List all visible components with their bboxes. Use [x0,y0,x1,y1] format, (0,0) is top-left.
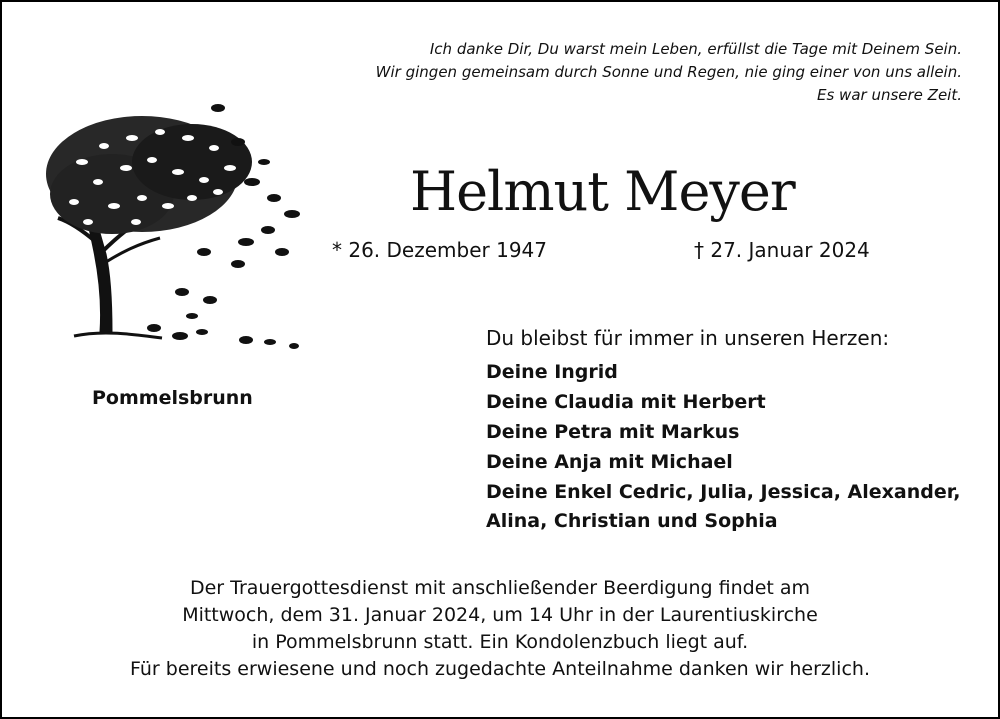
mourner-line: Deine Petra mit Markus [486,421,740,443]
mourner-line: Alina, Christian und Sophia [486,510,778,532]
poem-line: Ich danke Dir, Du warst mein Leben, erfüllst die Tage mit Deinem Sein. [429,40,962,58]
mourners-list [486,357,961,536]
mourner-line: Deine Enkel Cedric, Julia, Jessica, Alexander, [486,481,961,503]
service-line: Für bereits erwiesene und noch zugedachte Anteilnahme danken wir herzlich. [130,658,870,680]
mourners-intro: Du bleibst für immer in unseren Herzen: [486,326,890,350]
place-name: Pommelsbrunn [92,387,253,409]
mourner-line: Deine Anja mit Michael [486,451,733,473]
poem-line: Es war unsere Zeit. [817,86,962,104]
service-info [2,575,998,683]
mourner-line: Deine Claudia mit Herbert [486,391,766,413]
death-date: † 27. Januar 2024 [694,238,870,262]
poem [322,38,962,107]
service-line: Mittwoch, dem 31. Januar 2024, um 14 Uhr in der Laurentiuskirche [182,604,818,626]
deceased-name: Helmut Meyer [410,160,795,223]
service-line: Der Trauergottesdienst mit anschließender Beerdigung findet am [189,577,811,599]
service-line: in Pommelsbrunn statt. Ein Kondolenzbuch liegt auf. [251,631,749,653]
mourner-line: Deine Ingrid [486,361,618,383]
birth-date: * 26. Dezember 1947 [332,238,547,262]
tree-icon [42,102,314,360]
poem-line: Wir gingen gemeinsam durch Sonne und Regen, nie ging einer von uns allein. [375,63,962,81]
